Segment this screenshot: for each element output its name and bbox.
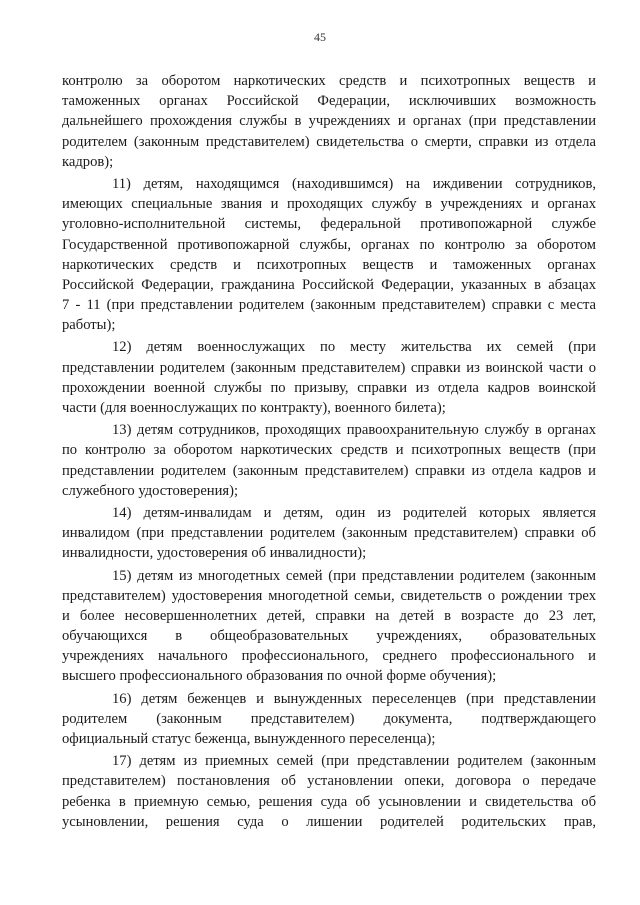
- text-line: 17) детям из приемных семей (при представлении родителем (законным: [112, 753, 596, 770]
- text-line: по контролю за оборотом наркотических средств и психотропных веществ (при: [62, 442, 596, 459]
- text-line: 16) детям беженцев и вынужденных переселенцев (при представлении: [112, 690, 596, 707]
- text-line: инвалидом (при представлении родителем (законным представителем) справки об: [62, 525, 596, 542]
- text-line: дальнейшего прохождения службы в учреждениях и органах (при представлении: [62, 113, 596, 130]
- text-line: прохождении военной службы по призыву, справки из отдела кадров воинской: [62, 379, 596, 396]
- text-line: части (для военнослужащих по контракту), военного билета);: [62, 400, 446, 416]
- text-line: официальный статус беженца, вынужденного переселенца);: [62, 731, 436, 747]
- paragraph-p-16: [62, 689, 596, 750]
- text-line: наркотических средств и психотропных веществ и таможенных органах: [62, 256, 596, 273]
- paragraph-p-13: [62, 420, 596, 501]
- text-line: родителем (законным представителем) свидетельства о смерти, справки из отдела: [62, 133, 596, 150]
- text-line: представителем) постановления об установлении опеки, договора о передаче: [62, 773, 596, 790]
- text-line: контролю за оборотом наркотических средств и психотропных веществ и: [62, 73, 596, 89]
- paragraph-p-15: [62, 566, 596, 687]
- document-body: [62, 71, 596, 832]
- text-line: представителем) удостоверения многодетной семьи, свидетельств о рождении трех: [62, 587, 596, 604]
- text-line: имеющих специальные звания и проходящих службу в учреждениях и органах: [62, 196, 596, 213]
- paragraph-p-12: [62, 337, 596, 418]
- text-line: кадров);: [62, 153, 114, 170]
- text-line: 13) детям сотрудников, проходящих правоохранительную службу в органах: [112, 422, 596, 439]
- text-line: служебного удостоверения);: [62, 482, 239, 499]
- text-line: инвалидности, удостоверения об инвалидности);: [62, 545, 367, 562]
- text-line: 11) детям, находящимся (находившимся) на иждивении сотрудников,: [112, 175, 596, 192]
- text-line: работы);: [62, 317, 116, 334]
- text-line: усыновлении, решения суда о лишении родителей родительских прав,: [62, 813, 596, 830]
- text-line: 7 - 11 (при представлении родителем (законным представителем) справки с места: [62, 297, 596, 314]
- paragraph-p-11: [62, 174, 596, 336]
- text-line: учреждениях начального профессионального, среднего профессионального и: [62, 648, 596, 665]
- text-line: ребенка в приемную семью, решения суда об усыновлении и свидетельства об: [62, 793, 596, 810]
- text-line: таможенных органах Российской Федерации, исключивших возможность: [62, 93, 596, 110]
- text-line: Российской Федерации, гражданина Российской Федерации, указанных в абзацах: [62, 276, 596, 293]
- text-line: уголовно-исполнительной системы, федеральной противопожарной службе: [62, 216, 596, 233]
- paragraph-p-14: [62, 503, 596, 564]
- page-number: 45: [314, 30, 326, 44]
- text-line: 15) детям из многодетных семей (при представлении родителем (законным: [112, 567, 596, 584]
- text-line: обучающихся в общеобразовательных учреждениях, образовательных: [62, 628, 596, 645]
- paragraph-p-17: [62, 751, 596, 832]
- text-line: родителем (законным представителем) документа, подтверждающего: [62, 710, 596, 727]
- text-line: высшего профессионального образования по очной форме обучения);: [62, 668, 497, 685]
- text-line: 14) детям-инвалидам и детям, один из родителей которых является: [112, 504, 596, 521]
- text-line: и более несовершеннолетних детей, справки на детей в возрасте до 23 лет,: [62, 607, 596, 624]
- text-line: Государственной противопожарной службы, органах по контролю за оборотом: [62, 236, 596, 253]
- text-line: представлении родителем (законным представителем) справки из воинской части о: [62, 359, 596, 376]
- text-line: 12) детям военнослужащих по месту жительства их семей (при: [112, 339, 596, 356]
- text-line: представлении родителем (законным представителем) справки из отдела кадров и: [62, 462, 596, 479]
- paragraph-p-cont: [62, 71, 596, 172]
